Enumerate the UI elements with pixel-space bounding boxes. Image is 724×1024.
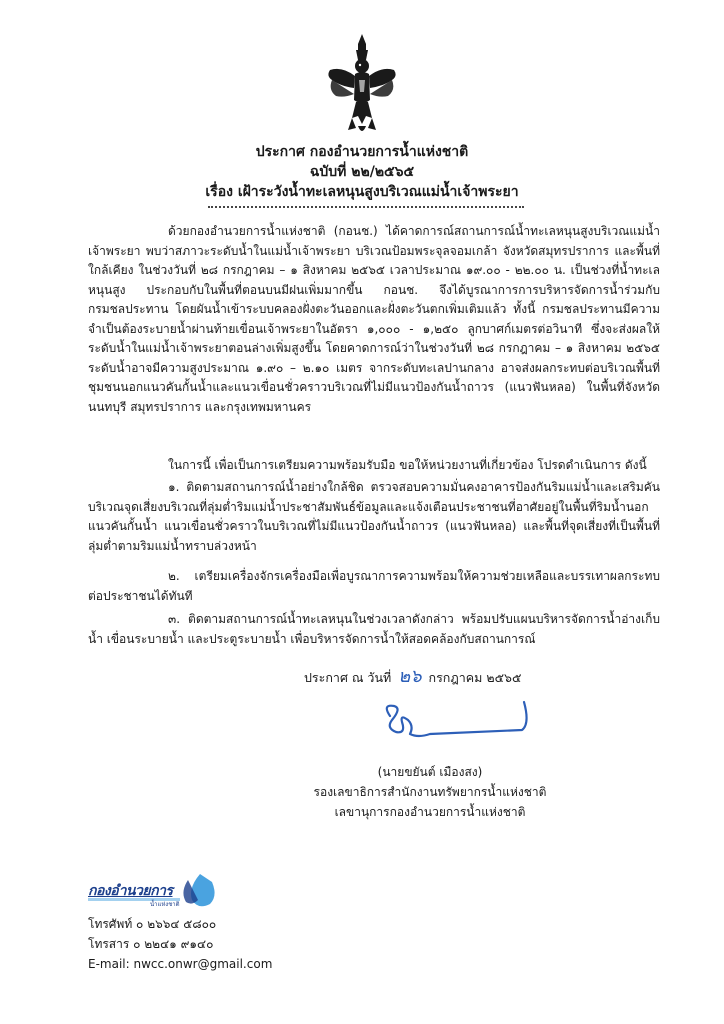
onwr-logo <box>88 872 228 910</box>
announcement-title: ประกาศ กองอำนวยการน้ำแห่งชาติ <box>255 144 469 160</box>
logo-subtext: น้ำแห่งชาติ <box>150 901 180 908</box>
body-paragraph-1: ด้วยกองอำนวยการน้ำแห่งชาติ (กอนช.) ได้คาดการณ์สถานการณ์น้ำทะเลหนุนสูงบริเวณแม่น้ำเจ้าพระยา พบว่าสภาวะระดับน้ำในแม่น้ำเจ้าพระยา บริเวณป้อมพระจุลจอมเกล้า จังหวัดสมุทรปราการ และพื้นที่ใกล้เคียง ในช่วงวันที่ ๒๘ กรกฎาคม – ๑ สิงหาคม ๒๕๖๕ เวลาประมาณ ๑๙.๐๐ - ๒๒.๐๐ น. เป็นช่วงที่น้ำทะเลหนุนสูง ประกอบกับในพื้นที่ตอนบนมีฝนเพิ่มมากขึ้น กอนช. จึงได้บูรณาการการบริหารจัดการน้ำร่วมกับกรมชลประทาน โดยผันน้ำเข้าระบบคลองฝั่งตะวันออกและฝั่งตะวันตกเพิ่มเติมแล้ว ทั้งนี้ กรมชลประทานมีความจำเป็นต้องระบายน้ำผ่านท้ายเขื่อนเจ้าพระยาในอัตรา ๑,๐๐๐ - ๑,๒๕๐ ลูกบาศก์เมตรต่อวินาที ซึ่งจะส่งผลให้ระดับน้ำในแม่น้ำเจ้าพระยาตอนล่างเพิ่มสูงขึ้น โดยคาดการณ์ว่าในช่วงวันที่ ๒๘ กรกฎาคม – ๑ สิงหาคม ๒๕๖๕ ระดับน้ำอาจมีความสูงประมาณ ๑.๙๐ – ๒.๑๐ เมตร จากระดับทะเลปานกลาง อาจส่งผลกระทบต่อบริเวณพื้นที่ชุมชนนอกแนวคันกั้นน้ำและแนวเขื่อนชั่วคราวบริเวณที่ไม่มีแนวป้องกันน้ำถาวร (แนวฟันหลอ) ในพื้นที่จังหวัดนนทบุรี สมุทรปราการ และกรุงเทพมหานคร <box>88 224 660 414</box>
signing-day-handwritten: ๒๖ <box>398 666 422 687</box>
garuda-emblem-icon <box>322 30 402 140</box>
announcement-subject: เรื่อง เฝ้าระวังน้ำทะเลหนุนสูงบริเวณแม่น้ำเจ้าพระยา <box>205 184 519 200</box>
contact-fax: โทรสาร ๐ ๒๒๔๑ ๙๑๔๐ <box>88 937 214 951</box>
action-item-2: ๒. เตรียมเครื่องจักรเครื่องมือเพื่อบูรณาการความพร้อมให้ความช่วยเหลือและบรรเทาผลกระทบต่อประชาชนได้ทันที <box>88 569 660 603</box>
announcement-number: ฉบับที่ ๒๒/๒๕๖๕ <box>309 164 415 180</box>
signer-name: (นายขยันต์ เมืองสง) <box>377 765 483 779</box>
signing-date <box>304 667 521 688</box>
body-paragraph-2: ในการนี้ เพื่อเป็นการเตรียมความพร้อมรับมือ ขอให้หน่วยงานที่เกี่ยวข้อง โปรดดำเนินการ ดังนี้ <box>168 458 647 472</box>
contact-phone: โทรศัพท์ ๐ ๒๖๖๔ ๕๘๐๐ <box>88 917 217 931</box>
logo-text: กองอำนวยการ <box>88 883 173 899</box>
signing-date-prefix: ประกาศ ณ วันที่ <box>304 670 392 685</box>
contact-email[interactable]: E-mail: nwcc.onwr@gmail.com <box>88 957 273 971</box>
signer-position-2: เลขานุการกองอำนวยการน้ำแห่งชาติ <box>334 805 526 819</box>
signature-icon <box>372 694 532 754</box>
signer-position-1: รองเลขาธิการสำนักงานทรัพยากรน้ำแห่งชาติ <box>313 785 547 799</box>
signing-date-suffix: กรกฎาคม ๒๕๖๕ <box>428 670 522 685</box>
action-item-1: ๑. ติดตามสถานการณ์น้ำอย่างใกล้ชิด ตรวจสอบความมั่นคงอาคารป้องกันริมแม่น้ำและเสริมคันบริเวณจุดเสี่ยงบริเวณที่ลุ่มต่ำริมแม่น้ำประชาสัมพันธ์ข้อมูลและแจ้งเตือนประชาชนที่อาศัยอยู่ในพื้นที่ริมน้ำนอกแนวคันกั้นน้ำ แนวเขื่อนชั่วคราวในบริเวณที่ไม่มีแนวป้องกันน้ำถาวร (แนวฟันหลอ) และพื้นที่จุดเสี่ยงที่เป็นพื้นที่ลุ่มต่ำตามริมแม่น้ำทราบล่วงหน้า <box>88 480 660 553</box>
dotted-divider <box>208 206 524 208</box>
action-item-3: ๓. ติดตามสถานการณ์น้ำทะเลหนุนในช่วงเวลาดังกล่าว พร้อมปรับแผนบริหารจัดการน้ำอ่างเก็บน้ำ เขื่อนระบายน้ำ และประตูระบายน้ำ เพื่อบริหารจัดการน้ำให้สอดคล้องกับสถานการณ์ <box>88 612 660 646</box>
